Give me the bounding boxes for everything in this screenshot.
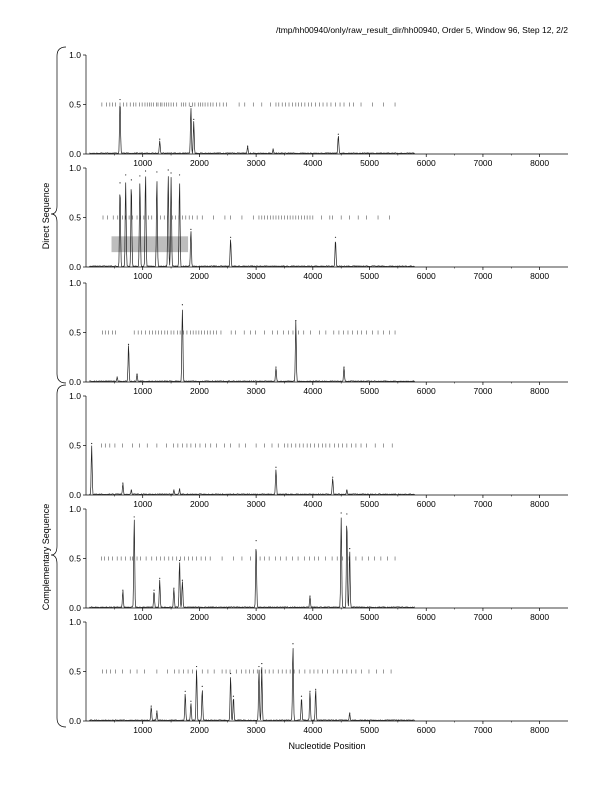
x-tick-label: 5000: [360, 386, 379, 396]
x-tick-label: 1000: [133, 386, 153, 396]
peak-point: [173, 489, 174, 490]
x-tick-label: 6000: [416, 386, 436, 396]
peak-point: [315, 689, 316, 690]
y-tick-label: 1.0: [69, 391, 81, 401]
peak-point: [273, 148, 274, 149]
peak-point: [170, 172, 171, 173]
x-tick-label: 5000: [360, 158, 379, 168]
y-tick-label: 0.0: [69, 603, 81, 613]
x-tick-label: 7000: [473, 499, 493, 509]
peak-point: [119, 99, 120, 100]
direct-group-brace: [51, 47, 66, 383]
peak-point: [346, 513, 347, 514]
peak-point: [295, 320, 296, 321]
y-tick-label: 0.0: [69, 377, 81, 387]
y-tick-label: 0.5: [69, 327, 81, 338]
highlight-region: [112, 236, 189, 252]
y-tick-label: 0.5: [69, 212, 81, 223]
peak-point: [151, 706, 152, 707]
peak-point: [173, 588, 174, 589]
peak-point: [168, 169, 169, 170]
x-tick-label: 3000: [246, 158, 266, 168]
x-tick-label: 5000: [360, 612, 379, 622]
peak-point: [182, 304, 183, 305]
x-tick-label: 6000: [416, 158, 436, 168]
x-tick-label: 3000: [246, 612, 266, 622]
x-tick-label: 2000: [189, 725, 209, 735]
x-tick-label: 8000: [530, 612, 550, 622]
x-tick-label: 6000: [416, 499, 436, 509]
y-tick-label: 0.5: [69, 440, 81, 451]
x-tick-label: 8000: [530, 499, 550, 509]
peak-point: [190, 106, 191, 107]
x-tick-label: 1000: [133, 271, 153, 281]
peak-point: [335, 237, 336, 238]
x-tick-label: 1000: [133, 499, 153, 509]
peak-point: [145, 170, 146, 171]
y-tick-label: 0.0: [69, 716, 81, 726]
x-tick-label: 6000: [416, 612, 436, 622]
coil-probability-line: [89, 310, 414, 382]
x-tick-label: 5000: [360, 725, 379, 735]
peak-point: [128, 344, 129, 345]
peak-point: [256, 540, 257, 541]
peak-point: [309, 596, 310, 597]
x-tick-label: 3000: [246, 386, 266, 396]
x-tick-label: 3000: [246, 271, 266, 281]
x-tick-label: 2000: [189, 499, 209, 509]
coil-probability-line: [89, 106, 414, 153]
panel-6: [69, 617, 568, 735]
y-tick-label: 0.5: [69, 666, 81, 677]
coil-probability-line: [89, 176, 414, 266]
x-tick-label: 7000: [473, 612, 493, 622]
peak-point: [139, 175, 140, 176]
peak-point: [122, 590, 123, 591]
panel-2: [69, 163, 568, 281]
peak-point: [179, 488, 180, 489]
peak-point: [338, 134, 339, 135]
peak-point: [119, 182, 120, 183]
peak-point: [261, 663, 262, 664]
peak-point: [275, 367, 276, 368]
coil-probability-line: [89, 446, 414, 495]
page-title: /tmp/hh00940/only/raw_result_dir/hh00940, Order 5, Window 96, Step 12, 2/2: [275, 25, 568, 35]
y-tick-label: 0.0: [69, 149, 81, 159]
peak-point: [196, 666, 197, 667]
x-tick-label: 4000: [303, 725, 323, 735]
peak-point: [292, 643, 293, 644]
panel-1: [69, 50, 568, 168]
y-tick-label: 0.5: [69, 553, 81, 564]
y-tick-label: 1.0: [69, 278, 81, 288]
peak-point: [122, 483, 123, 484]
coil-probability-line: [89, 518, 414, 608]
peak-point: [117, 376, 118, 377]
peak-point: [349, 548, 350, 549]
x-tick-label: 5000: [360, 271, 379, 281]
panel-3: [69, 278, 568, 396]
panel-4: [69, 391, 568, 509]
y-tick-label: 1.0: [69, 50, 81, 60]
peak-point: [341, 512, 342, 513]
peak-point: [131, 179, 132, 180]
x-tick-label: 8000: [530, 386, 550, 396]
peak-point: [153, 590, 154, 591]
peak-point: [349, 712, 350, 713]
peak-point: [190, 229, 191, 230]
x-tick-label: 1000: [133, 612, 153, 622]
peak-point: [230, 237, 231, 238]
x-tick-label: 6000: [416, 725, 436, 735]
peak-point: [134, 516, 135, 517]
peak-point: [301, 696, 302, 697]
x-tick-label: 7000: [473, 725, 493, 735]
x-tick-label: 8000: [530, 271, 550, 281]
peak-point: [182, 580, 183, 581]
peak-point: [131, 489, 132, 490]
x-tick-label: 7000: [473, 158, 493, 168]
coil-probability-line: [89, 648, 414, 721]
x-tick-label: 8000: [530, 158, 550, 168]
y-tick-label: 1.0: [69, 504, 81, 514]
peak-point: [125, 174, 126, 175]
y-tick-label: 0.0: [69, 490, 81, 500]
y-tick-label: 1.0: [69, 163, 81, 173]
peak-point: [247, 145, 248, 146]
y-tick-label: 1.0: [69, 617, 81, 627]
peak-point: [230, 673, 231, 674]
peak-point: [156, 711, 157, 712]
peak-point: [179, 174, 180, 175]
peak-point: [185, 691, 186, 692]
x-tick-label: 3000: [246, 499, 266, 509]
x-tick-label: 2000: [189, 386, 209, 396]
x-tick-label: 4000: [303, 499, 323, 509]
peak-point: [91, 443, 92, 444]
direct-group-label: Direct Sequence: [41, 182, 51, 250]
x-tick-label: 2000: [189, 158, 209, 168]
peak-point: [258, 666, 259, 667]
peak-point: [179, 560, 180, 561]
peak-point: [309, 691, 310, 692]
peak-point: [275, 467, 276, 468]
peak-point: [346, 489, 347, 490]
y-tick-label: 0.5: [69, 99, 81, 110]
x-tick-label: 2000: [189, 271, 209, 281]
panels-layer: [69, 50, 568, 735]
x-tick-label: 1000: [133, 725, 153, 735]
peak-point: [343, 367, 344, 368]
peak-point: [156, 171, 157, 172]
x-tick-label: 3000: [246, 725, 266, 735]
peak-point: [159, 139, 160, 140]
peak-point: [190, 701, 191, 702]
y-tick-label: 0.0: [69, 262, 81, 272]
x-tick-label: 7000: [473, 271, 493, 281]
x-tick-label: 2000: [189, 612, 209, 622]
complementary-group-label: Complementary Sequence: [41, 503, 51, 611]
panel-5: [69, 504, 568, 622]
x-tick-label: 4000: [303, 386, 323, 396]
x-axis-title: Nucleotide Position: [288, 741, 366, 751]
peak-point: [193, 119, 194, 120]
x-tick-label: 8000: [530, 725, 550, 735]
x-tick-label: 4000: [303, 271, 323, 281]
x-tick-label: 6000: [416, 271, 436, 281]
peak-point: [136, 373, 137, 374]
x-tick-label: 4000: [303, 612, 323, 622]
x-tick-label: 7000: [473, 386, 493, 396]
x-tick-label: 5000: [360, 499, 379, 509]
peak-point: [202, 686, 203, 687]
peak-point: [159, 578, 160, 579]
x-tick-label: 4000: [303, 158, 323, 168]
peak-point: [233, 696, 234, 697]
complementary-group-brace: [51, 385, 66, 727]
x-tick-label: 1000: [133, 158, 153, 168]
peak-point: [332, 477, 333, 478]
